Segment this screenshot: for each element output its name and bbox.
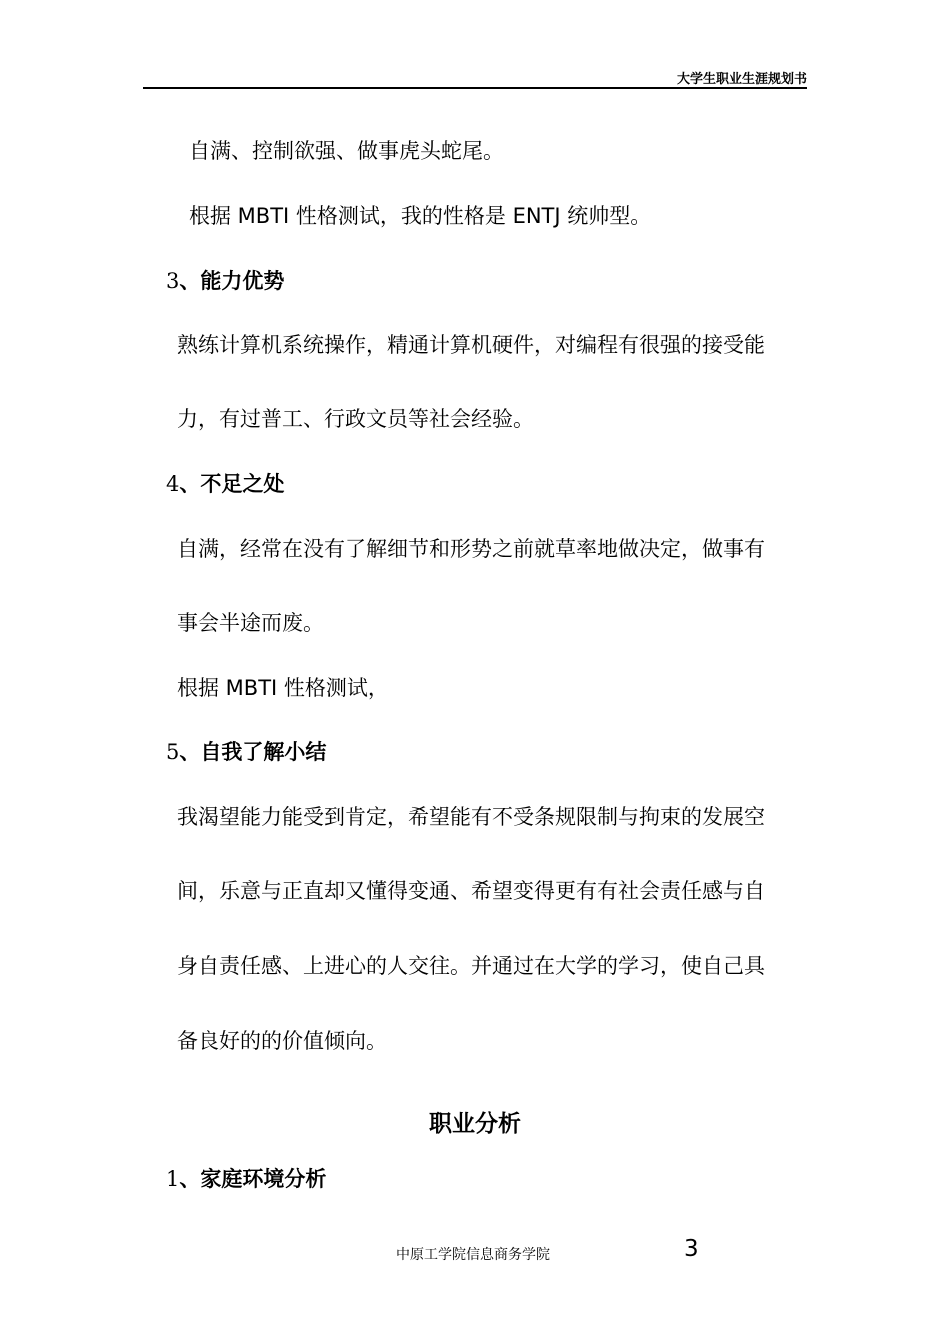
heading-text: 、自我了解小结 [179,740,327,764]
heading-text: 、能力优势 [179,269,285,293]
footer-school-name: 中原工学院信息商务学院 [396,1247,550,1263]
paragraph-summary-line-4: 备良好的的价值倾向。 [177,1029,387,1053]
heading-number: 4 [166,472,180,496]
heading-number: 3 [166,269,180,293]
heading-ability-strengths [166,267,284,295]
paragraph-weakness-line-2: 事会半途而废。 [177,611,324,635]
paragraph-summary-line-1: 我渴望能力能受到肯定，希望能有不受条规限制与拘束的发展空 [177,805,765,829]
page-number: 3 [684,1236,699,1262]
heading-self-summary [166,738,326,766]
header-divider [143,87,807,89]
paragraph-mbti-note: 根据 MBTI 性格测试， [177,676,389,700]
paragraph-summary-line-3: 身自责任感、上进心的人交往。并通过在大学的学习，使自己具 [177,954,765,978]
paragraph-ability-line-1: 熟练计算机系统操作，精通计算机硬件，对编程有很强的接受能 [177,333,765,357]
heading-number: 1 [166,1167,180,1191]
paragraph-mbti-result: 根据 MBTI 性格测试，我的性格是 ENTJ 统帅型。 [189,204,652,228]
paragraph-traits-continued: 自满、控制欲强、做事虎头蛇尾。 [189,139,504,163]
running-header-title: 大学生职业生涯规划书 [676,72,807,87]
section-title-career-analysis: 职业分析 [429,1111,521,1137]
heading-number: 5 [166,740,180,764]
heading-text: 、不足之处 [179,472,285,496]
paragraph-weakness-line-1: 自满，经常在没有了解细节和形势之前就草率地做决定，做事有 [177,537,765,561]
heading-weaknesses [166,470,284,498]
heading-text: 、家庭环境分析 [179,1167,327,1191]
paragraph-ability-line-2: 力，有过普工、行政文员等社会经验。 [177,407,534,431]
heading-family-environment [166,1165,326,1193]
paragraph-summary-line-2: 间，乐意与正直却又懂得变通、希望变得更有有社会责任感与自 [177,879,765,903]
